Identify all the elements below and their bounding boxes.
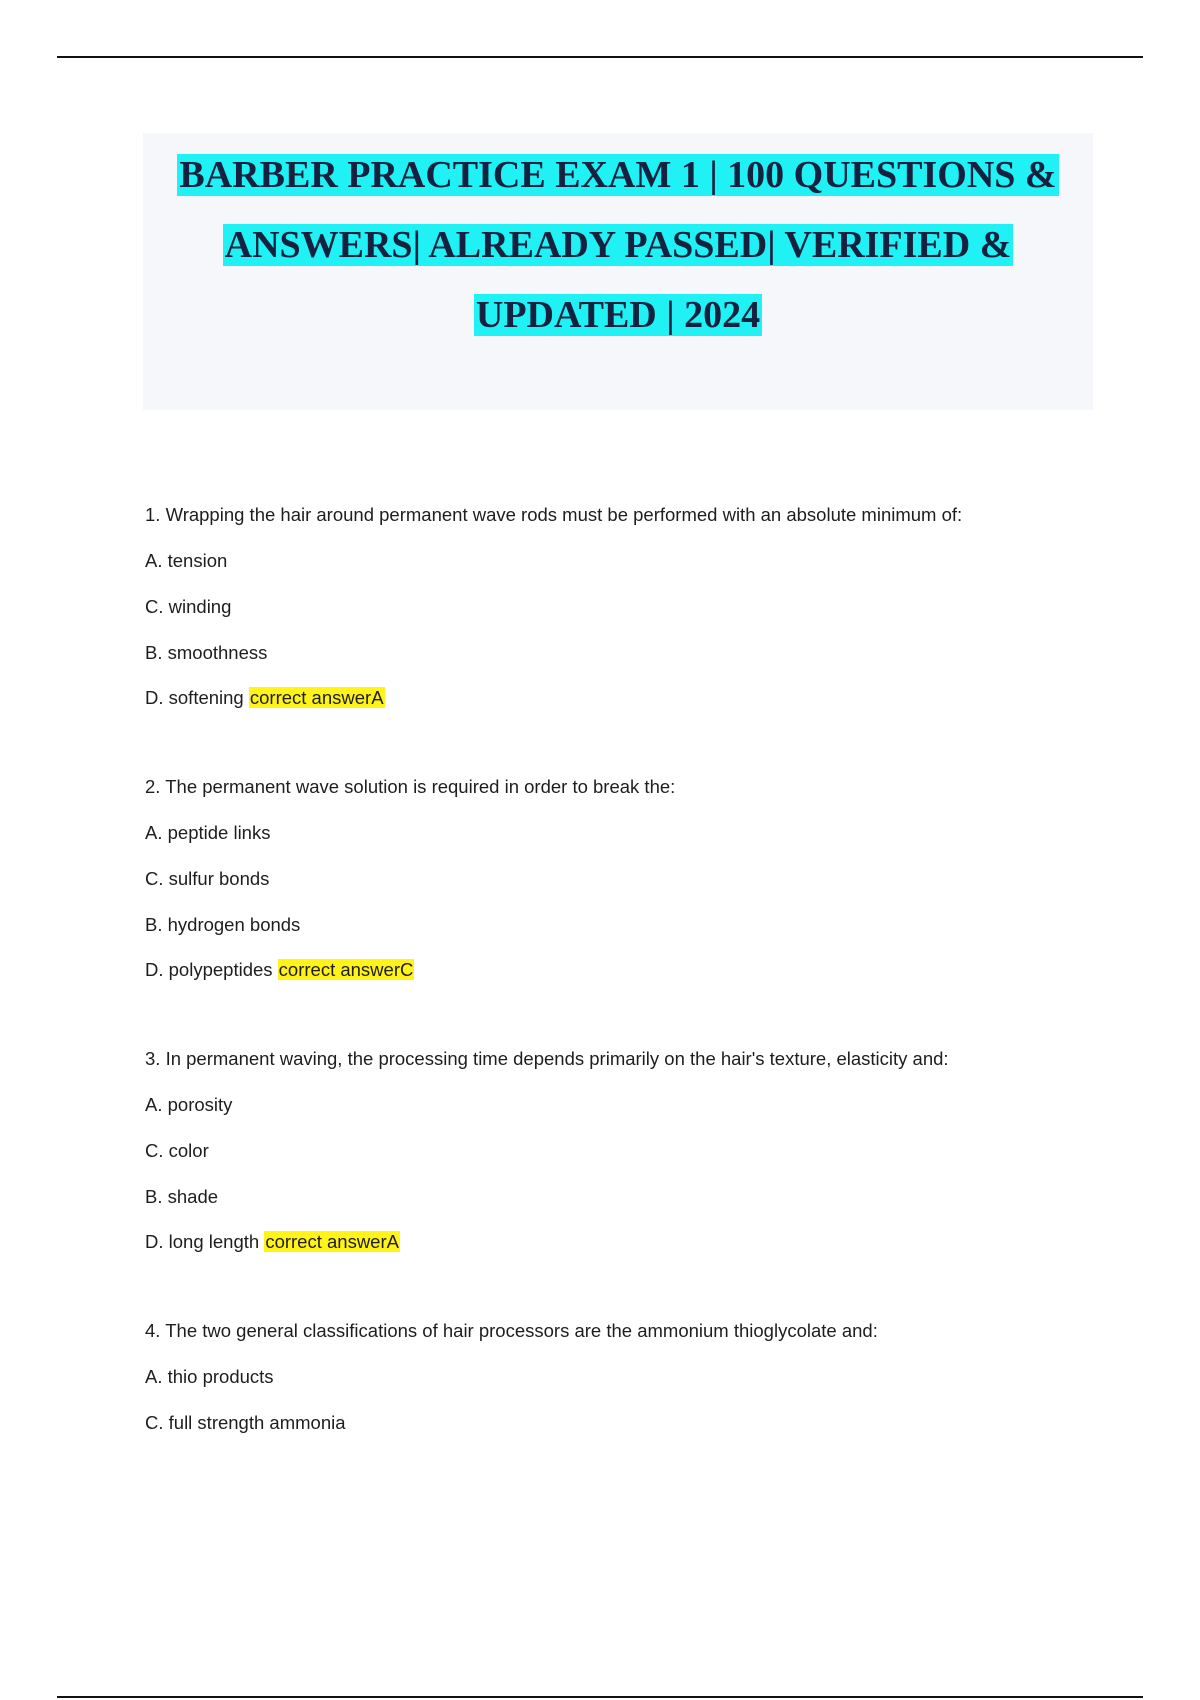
option-d-with-answer [145, 958, 414, 982]
page-title [143, 140, 1093, 350]
option-c: C. full strength ammonia [145, 1412, 346, 1433]
title-line-1: BARBER PRACTICE EXAM 1 | 100 QUESTIONS & [179, 154, 1057, 196]
correct-answer-highlight: correct answerC [278, 959, 414, 980]
option-a: A. peptide links [145, 822, 271, 843]
title-line-3: UPDATED | 2024 [475, 294, 761, 336]
option-a: A. thio products [145, 1366, 274, 1387]
bottom-rule [57, 1696, 1143, 1698]
question-stem: 1. Wrapping the hair around permanent wave rods must be performed with an absolute minimum of: [145, 504, 963, 525]
question-stem: 3. In permanent waving, the processing time depends primarily on the hair's texture, elasticity and: [145, 1048, 949, 1069]
correct-answer-highlight: correct answerA [265, 1231, 399, 1252]
option-a: A. tension [145, 550, 228, 571]
option-b: B. hydrogen bonds [145, 914, 301, 935]
option-b: B. shade [145, 1186, 219, 1207]
option-d: D. softening [145, 687, 244, 708]
option-c: C. color [145, 1140, 209, 1161]
option-d: D. polypeptides [145, 959, 273, 980]
correct-answer-highlight: correct answerA [249, 687, 384, 708]
top-rule [57, 56, 1143, 58]
option-b: B. smoothness [145, 642, 268, 663]
question-stem: 4. The two general classifications of hair processors are the ammonium thioglycolate and: [145, 1320, 878, 1341]
option-c: C. sulfur bonds [145, 868, 270, 889]
title-line-2: ANSWERS| ALREADY PASSED| VERIFIED & [224, 224, 1012, 266]
option-d: D. long length [145, 1231, 260, 1252]
option-a: A. porosity [145, 1094, 233, 1115]
option-c: C. winding [145, 596, 232, 617]
option-d-with-answer [145, 1230, 400, 1254]
option-d-with-answer [145, 686, 385, 710]
question-stem: 2. The permanent wave solution is required in order to break the: [145, 776, 676, 797]
